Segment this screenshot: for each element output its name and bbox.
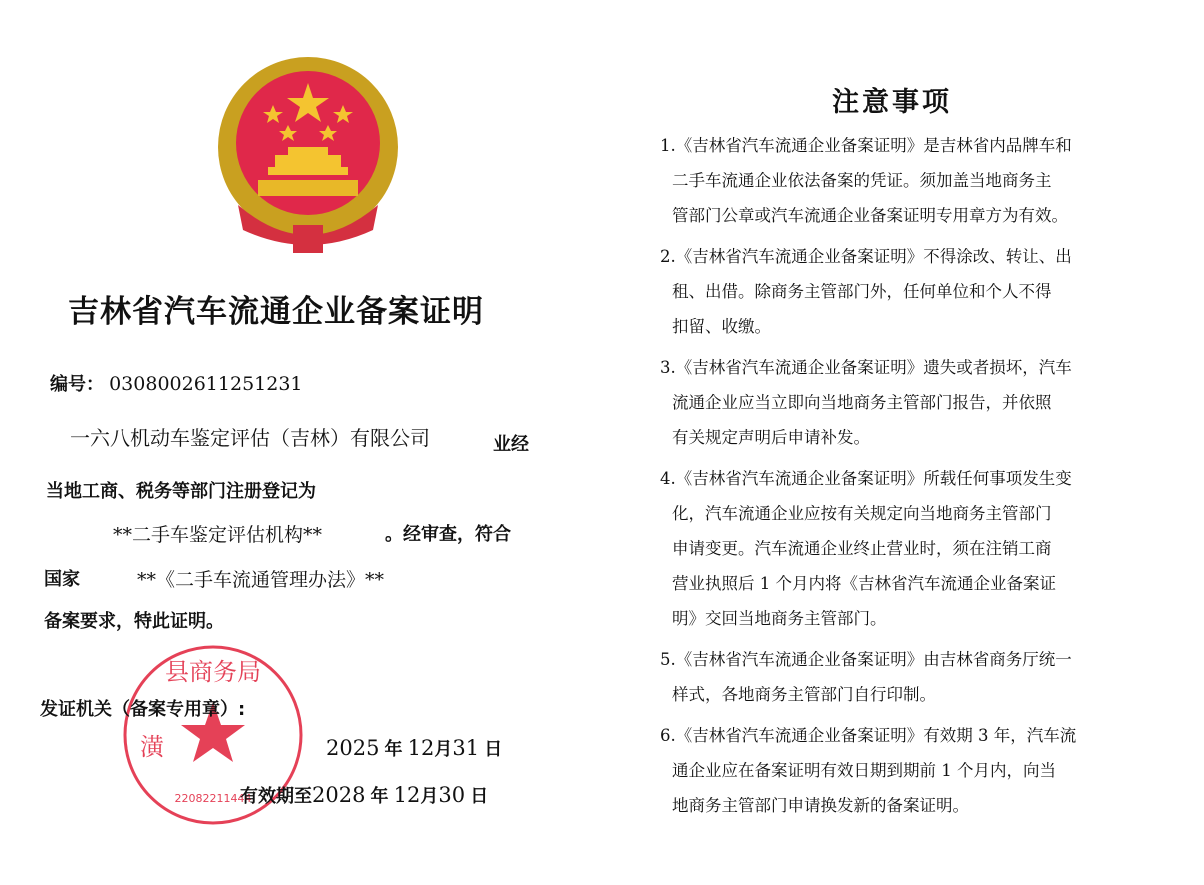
note-line: 化，汽车流通企业应按有关规定向当地商务主管部门 xyxy=(672,504,1052,523)
issue-date xyxy=(326,735,502,761)
issuer-label: 发证机关（备案专用章）: xyxy=(40,699,246,720)
note-line: 扣留、收缴。 xyxy=(672,317,771,336)
note-line: 管部门公章或汽车流通企业备案证明专用章方为有效。 xyxy=(672,206,1068,225)
note-line: 通企业应在备案证明有效日期到期前 1 个月内，向当 xyxy=(672,761,1056,780)
text-4: 国家 xyxy=(44,569,80,590)
note-line: 1.《吉林省汽车流通企业备案证明》是吉林省内品牌车和 xyxy=(660,136,1072,155)
stamp-text: 县商务局 xyxy=(165,658,261,686)
issue-day: 31 xyxy=(452,736,480,760)
text-3: 。经审查，符合 xyxy=(385,524,511,545)
regulation: **《二手车流通管理办法》** xyxy=(137,569,385,591)
note-item xyxy=(650,642,1150,712)
note-item xyxy=(650,718,1150,823)
valid-day: 30 xyxy=(438,783,466,807)
issue-month: 12 xyxy=(407,736,435,760)
text-5: 备案要求，特此证明。 xyxy=(44,611,224,632)
day-char: 日 xyxy=(484,739,503,760)
company-name: 一六八机动车鉴定评估（吉林）有限公司 xyxy=(70,426,430,450)
text-1: 业经 xyxy=(493,434,529,455)
note-line: 租、出借。除商务主管部门外，任何单位和个人不得 xyxy=(672,282,1052,301)
note-item xyxy=(650,350,1150,455)
note-line: 样式，各地商务主管部门自行印制。 xyxy=(672,685,936,704)
notes-title: 注意事项 xyxy=(832,87,952,118)
valid-year: 2028 xyxy=(312,783,366,807)
year-char: 年 xyxy=(384,739,403,760)
note-line: 4.《吉林省汽车流通企业备案证明》所载任何事项发生变 xyxy=(660,469,1072,488)
certificate-title: 吉林省汽车流通企业备案证明 xyxy=(68,294,484,330)
valid-month: 12 xyxy=(393,783,421,807)
issue-year: 2025 xyxy=(326,736,380,760)
month-char: 月 xyxy=(420,786,439,807)
certificate-number-row xyxy=(50,370,303,396)
stamp-left-char: 潢 xyxy=(140,733,164,761)
note-line: 地商务主管部门申请换发新的备案证明。 xyxy=(672,796,969,815)
note-line: 营业执照后 1 个月内将《吉林省汽车流通企业备案证 xyxy=(672,574,1056,593)
note-line: 申请变更。汽车流通企业终止营业时，须在注销工商 xyxy=(672,539,1052,558)
valid-label: 有效期至 xyxy=(240,786,312,807)
note-line: 2.《吉林省汽车流通企业备案证明》不得涂改、转让、出 xyxy=(660,247,1072,266)
note-item xyxy=(650,239,1150,344)
notes-list xyxy=(650,128,1150,829)
note-line: 明》交回当地商务主管部门。 xyxy=(672,609,887,628)
note-item xyxy=(650,128,1150,233)
stamp-code: 22082211444 xyxy=(174,792,252,805)
month-char: 月 xyxy=(434,739,453,760)
day-char: 日 xyxy=(470,786,489,807)
note-item xyxy=(650,461,1150,636)
certificate-number: 0308002611251231 xyxy=(109,373,303,395)
valid-until xyxy=(240,782,488,808)
note-line: 流通企业应当立即向当地商务主管部门报告，并依照 xyxy=(672,393,1052,412)
number-label: 编号： xyxy=(50,374,104,395)
note-line: 6.《吉林省汽车流通企业备案证明》有效期 3 年，汽车流 xyxy=(660,726,1077,745)
note-line: 二手车流通企业依法备案的凭证。须加盖当地商务主 xyxy=(672,171,1052,190)
year-char: 年 xyxy=(370,786,389,807)
note-line: 3.《吉林省汽车流通企业备案证明》遗失或者损坏，汽车 xyxy=(660,358,1072,377)
registered-type: **二手车鉴定评估机构** xyxy=(113,524,323,546)
note-line: 5.《吉林省汽车流通企业备案证明》由吉林省商务厅统一 xyxy=(660,650,1072,669)
note-line: 有关规定声明后申请补发。 xyxy=(672,428,870,447)
text-2: 当地工商、税务等部门注册登记为 xyxy=(46,481,316,502)
national-emblem-icon xyxy=(213,55,403,255)
